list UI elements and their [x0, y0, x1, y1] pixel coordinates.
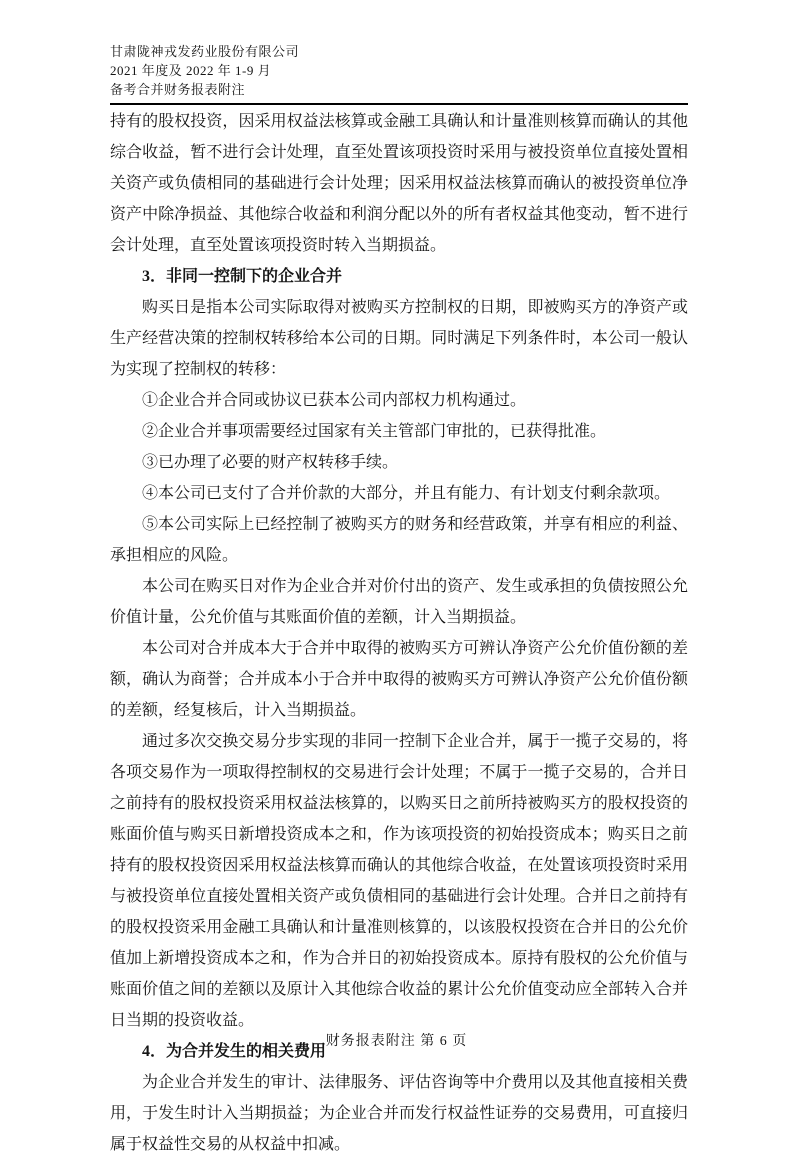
list-item-3: ③已办理了必要的财产权转移手续。	[142, 454, 399, 471]
document-header	[110, 42, 688, 99]
header-divider	[110, 103, 688, 105]
footer-page-label: 财务报表附注 第 6 页	[325, 1034, 468, 1049]
header-report-period: 2021 年度及 2022 年 1-9 月	[110, 63, 272, 78]
list-item-5: ⑤本公司实际上已经控制了被购买方的财务和经营政策，并享有相应的利益、承担相应的风险。	[110, 516, 688, 564]
paragraph-merger-expenses: 为企业合并发生的审计、法律服务、评估咨询等中介费用以及其他直接相关费用，于发生时计入当期损益；为企业合并而发行权益性证券的交易费用，可直接归属于权益性交易的从权益中扣减。	[110, 1074, 688, 1153]
list-item-1: ①企业合并合同或协议已获本公司内部权力机构通过。	[142, 392, 527, 409]
section-heading-4: 4．为合并发生的相关费用	[142, 1043, 327, 1060]
section-heading-3: 3．非同一控制下的企业合并	[142, 268, 343, 285]
paragraph-purchase-date: 购买日是指本公司实际取得对被购买方控制权的日期，即被购买方的净资产或生产经营决策的控制权转移给本公司的日期。同时满足下列条件时，本公司一般认为实现了控制权的转移：	[110, 299, 688, 378]
list-item-4: ④本公司已支付了合并价款的大部分，并且有能力、有计划支付剩余款项。	[142, 485, 671, 502]
header-document-title: 备考合并财务报表附注	[110, 82, 246, 97]
paragraph-equity-investment-continuation: 持有的股权投资，因采用权益法核算或金融工具确认和计量准则核算而确认的其他综合收益，暂不进行会计处理，直至处置该项投资时采用与被投资单位直接处置相关资产或负债相同的基础进行会计处理；因采用权益法核算而确认的被投资单位净资产中除净损益、其他综合收益和利润分配以外的所有者权益其他变动，暂不进行会计处理，直至处置该项投资时转入当期损益。	[110, 113, 688, 254]
paragraph-step-acquisition: 通过多次交换交易分步实现的非同一控制下企业合并，属于一揽子交易的，将各项交易作为一项取得控制权的交易进行会计处理；不属于一揽子交易的，合并日之前持有的股权投资采用权益法核算的，以购买日之前所持被购买方的股权投资的账面价值与购买日新增投资成本之和，作为该项投资的初始投资成本；购买日之前持有的股权投资因采用权益法核算而确认的其他综合收益，在处置该项投资时采用与被投资单位直接处置相关资产或负债相同的基础进行会计处理。合并日之前持有的股权投资采用金融工具确认和计量准则核算的，以该股权投资在合并日的公允价值加上新增投资成本之和，作为合并日的初始投资成本。原持有股权的公允价值与账面价值之间的差额以及原计入其他综合收益的累计公允价值变动应全部转入合并日当期的投资收益。	[110, 733, 688, 1029]
header-company-name: 甘肃陇神戎发药业股份有限公司	[110, 44, 300, 59]
paragraph-fair-value-measurement: 本公司在购买日对作为企业合并对价付出的资产、发生或承担的负债按照公允价值计量，公允价值与其账面价值的差额，计入当期损益。	[110, 578, 688, 626]
page-footer	[0, 1032, 793, 1052]
document-body	[110, 106, 688, 1160]
paragraph-goodwill: 本公司对合并成本大于合并中取得的被购买方可辨认净资产公允价值份额的差额，确认为商誉；合并成本小于合并中取得的被购买方可辨认净资产公允价值份额的差额，经复核后，计入当期损益。	[110, 640, 688, 719]
list-item-2: ②企业合并事项需要经过国家有关主管部门审批的，已获得批准。	[142, 423, 607, 440]
